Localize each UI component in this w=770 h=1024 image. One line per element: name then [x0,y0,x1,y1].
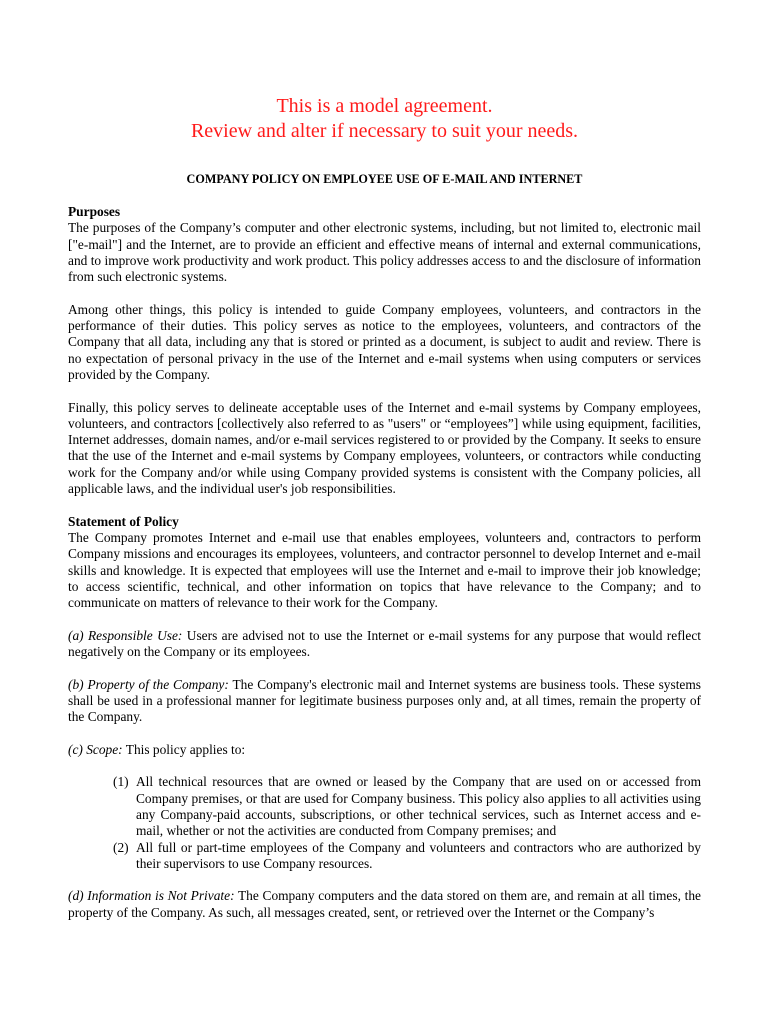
not-private-text: The Company computers and the data stored on them are, and remain at all times, the property of the Company. As such, all messages created, sent, or retrieved over the Internet or the Company’s [68,888,701,920]
property-paragraph [68,677,701,726]
scope-list-item [68,840,701,873]
scope-item-number: (2) [113,839,129,855]
document-body [68,204,701,937]
purposes-heading: Purposes [68,204,121,219]
responsible-use-paragraph [68,628,701,661]
purposes-paragraph-1: The purposes of the Company’s computer and other electronic systems, including, but not limited to, electronic mail ["e-mail"] and the Internet, are to provide an efficient and effective means of internal and external communications, and to improve work productivity and work product. This policy addresses access to and the disclosure of information from such electronic systems. [68,220,701,285]
purposes-paragraph-2: Among other things, this policy is intended to guide Company employees, volunteers, and contractors in the performance of their duties. This policy serves as notice to the employees, volunteers, and contractors of the Company that all data, including any that is stored or printed as a document, is subject to audit and review. There is no expectation of personal privacy in the use of the Internet and e-mail systems when using computers or services provided by the Company. [68,301,701,382]
scope-paragraph [68,742,701,758]
scope-item-text: All full or part-time employees of the Company and volunteers and contractors who are authorized by their supervisors to use Company resources. [136,839,701,871]
notice-line-1: This is a model agreement. [276,95,493,117]
property-label: (b) Property of the Company: [68,676,229,692]
model-agreement-notice [68,94,701,144]
scope-label: (c) Scope: [68,741,123,757]
scope-item-text: All technical resources that are owned or leased by the Company that are used on or accessed from Company premises, or that are used for Company business. This policy also applies to all activities using any Company-paid accounts, subscriptions, or other technical services, such as Internet access and e-mail, whether or not the activities are conducted from Company premises; and [136,774,701,839]
scope-item-number: (1) [113,774,129,790]
document-title: COMPANY POLICY ON EMPLOYEE USE OF E-MAIL AND INTERNET [186,172,583,186]
statement-paragraph-1: The Company promotes Internet and e-mail use that enables employees, volunteers and, contractors to perform Company missions and encourages its employees, volunteers, and contractor personnel to develop Internet and e-mail skills and knowledge. It is expected that employees will use the Internet and e-mail to improve their job knowledge; to access scientific, technical, and other information on topics that have relevance to the Company; and to communicate on matters of relevance to their work for the Company. [68,529,701,611]
purposes-paragraph-3: Finally, this policy serves to delineate acceptable uses of the Internet and e-mail systems by Company employees, volunteers, and contractors [collectively also referred to as "users" or “employees”] while using equipment, facilities, Internet addresses, domain names, and/or e-mail services registered to or provided by the Company. It seeks to ensure that the use of the Internet and e-mail systems by Company employees, volunteers, or contractors while conducting work for the Company and/or while using Company provided systems is consistent with the Company policies, all applicable laws, and the individual user's job responsibilities. [68,399,701,497]
scope-text: This policy applies to: [122,741,246,757]
scope-list-item [68,774,701,839]
not-private-paragraph [68,888,701,921]
property-text: The Company's electronic mail and Internet systems are business tools. These systems shall be used in a professional manner for legitimate business purposes only and, at all times, remain the property of the Company. [68,676,702,725]
responsible-use-text: Users are advised not to use the Internet or e-mail systems for any purpose that would reflect negatively on the Company or its employees. [68,627,701,660]
statement-heading: Statement of Policy [68,513,179,529]
responsible-use-label: (a) Responsible Use: [68,627,183,643]
notice-line-2: Review and alter if necessary to suit your needs. [190,120,579,142]
scope-list [68,774,701,872]
not-private-label: (d) Information is Not Private: [68,888,235,904]
